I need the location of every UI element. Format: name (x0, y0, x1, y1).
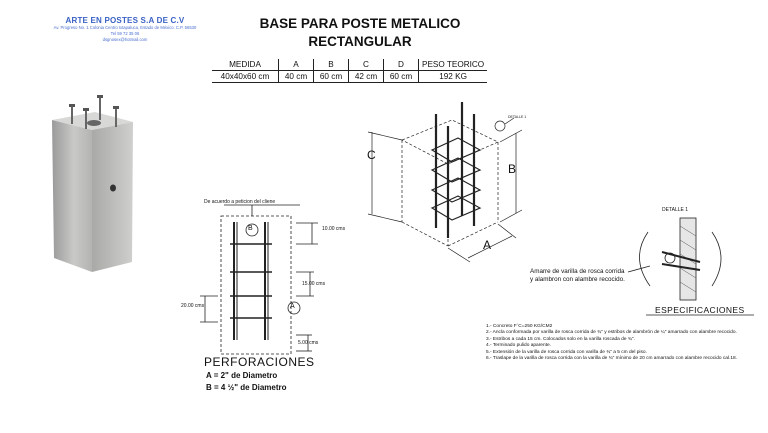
detalle-title: DETALLE 1 (662, 207, 689, 213)
dim-mid-label: 15.00 cms (302, 281, 326, 287)
dim-bottom-label: 5.00 cms (298, 340, 319, 346)
note-1: 1.- Concreto F´C=250 KG/CM2 (486, 324, 553, 329)
amarre-line-1: Amarre de varilla de rosca corrida (530, 268, 625, 275)
amarre-text (530, 268, 625, 284)
hole-a-label: A (290, 303, 295, 310)
note-3: 3.- Estribos a cada 15 cm. Colocados solo en la varilla roscada de ¾". (486, 336, 635, 342)
company-email: dsgnosex@hotmail.com (102, 37, 148, 43)
title-line-2: RECTANGULAR (308, 34, 412, 49)
client-note: De acuerdo a peticion del cliene (204, 199, 276, 205)
detail-1-drawing (628, 218, 754, 315)
company-name: ARTE EN POSTES S.A DE C.V (65, 16, 185, 25)
company-phone: Tel 59 72 35 06 (110, 31, 140, 37)
amarre-line-2: y alambron con alambre recocido. (530, 276, 625, 283)
cell-c: 42 cm (349, 71, 384, 83)
note-2: 2.- Ancla conformada por varilla de rosca corrida de ¾" y estribos de alambrón de ¼" amarrado con alambre recocido. (486, 330, 737, 336)
dim-top-label: 10.00 cms (322, 226, 346, 232)
hole-b-label: B (248, 225, 253, 232)
note-4: 4.- Terminado pulido aparente. (486, 343, 551, 349)
iso-label-a: A (483, 238, 492, 252)
concrete-base-photo (52, 95, 133, 272)
front-elevation-drawing (200, 205, 318, 354)
header-b: B (314, 59, 349, 71)
cell-peso: 192 KG (419, 71, 488, 83)
title-line-1: BASE PARA POSTE METALICO (259, 16, 461, 31)
cell-medida: 40x40x60 cm (212, 71, 279, 83)
header-peso: PESO TEORICO (419, 59, 488, 71)
cell-a: 40 cm (279, 71, 314, 83)
isometric-cage-drawing (368, 102, 522, 262)
perforacion-b: B = 4 ½" de Diametro (206, 383, 287, 392)
cell-b: 60 cm (314, 71, 349, 83)
iso-label-c: C (367, 148, 376, 162)
note-5: 5.- Extensión de la varilla de rosca corrida con varilla de ¾" a 5 cm del piso. (486, 349, 647, 355)
perforaciones-title: PERFORACIONES (204, 355, 315, 369)
header-a: A (279, 59, 314, 71)
header-d: D (384, 59, 419, 71)
specification-notes (486, 324, 746, 362)
especificaciones-title: ESPECIFICACIONES (655, 305, 745, 315)
note-6: 6.- Traslape de la varilla de rosca corrida con la varilla de ¾" mínimo de 20 cm amarrado con alambre recocido cal.18. (486, 356, 737, 362)
iso-detalle-label: DETALLE 1 (508, 115, 527, 119)
iso-label-b: B (508, 162, 517, 176)
perforacion-a: A = 2" de Diametro (206, 371, 278, 380)
header-c: C (349, 59, 384, 71)
dim-left-label: 20.00 cms (181, 303, 205, 309)
cell-d: 60 cm (384, 71, 419, 83)
header-medida: MEDIDA (212, 59, 279, 71)
company-address: Av. Progreso No. 1 Colonia Centro Ixtapaluca, Estado de México. C.P. 56530 (53, 25, 197, 30)
